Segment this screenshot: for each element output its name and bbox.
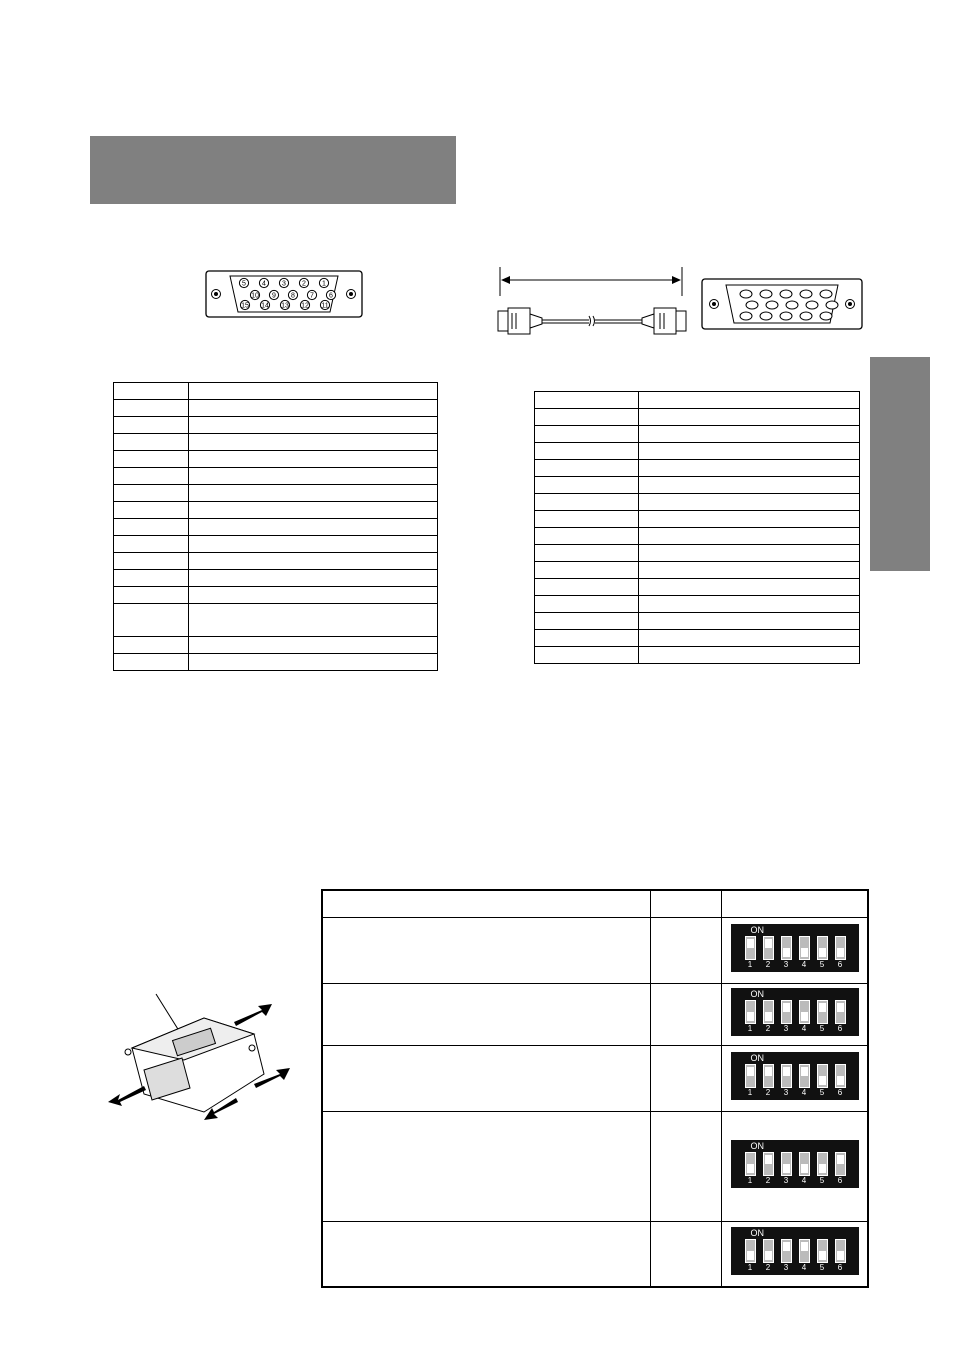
dip-switch-knob bbox=[747, 939, 754, 948]
dip-switch-knob bbox=[819, 948, 826, 957]
connector-socket-hole bbox=[766, 301, 778, 309]
dip-switch-3 bbox=[781, 1064, 792, 1088]
dip-switch-number: 4 bbox=[801, 1023, 807, 1033]
connector-socket-hole bbox=[800, 290, 812, 298]
dip-switch-number: 4 bbox=[801, 1087, 807, 1097]
dip-switch-3 bbox=[781, 936, 792, 960]
table-cell bbox=[722, 1111, 869, 1221]
left-pin-table bbox=[113, 382, 438, 671]
dip-switch-block bbox=[731, 1140, 859, 1188]
table-cell bbox=[639, 477, 860, 494]
dip-switch-number: 2 bbox=[765, 1087, 771, 1097]
dip-switch-number: 2 bbox=[765, 1023, 771, 1033]
table-cell bbox=[639, 443, 860, 460]
table-cell bbox=[535, 596, 639, 613]
connector-socket-hole bbox=[786, 301, 798, 309]
table-cell bbox=[189, 468, 438, 485]
dip-switch-number: 6 bbox=[837, 1023, 843, 1033]
table-cell bbox=[114, 485, 189, 502]
table-cell bbox=[189, 383, 438, 400]
connector-socket-hole bbox=[780, 312, 792, 320]
dip-on-label: ON bbox=[750, 1140, 764, 1151]
table-cell bbox=[189, 570, 438, 587]
dip-switch-knob bbox=[783, 1242, 790, 1251]
connector-pin-number: 2 bbox=[302, 280, 306, 288]
connector-pin-number: 4 bbox=[262, 280, 266, 288]
table-cell bbox=[114, 604, 189, 637]
table-row bbox=[535, 392, 860, 409]
dip-switch-knob bbox=[801, 948, 808, 957]
dip-switch-knob bbox=[837, 1251, 844, 1260]
dip-switch-5 bbox=[817, 1064, 828, 1088]
table-cell bbox=[114, 400, 189, 417]
table-cell bbox=[189, 604, 438, 637]
table-cell bbox=[535, 477, 639, 494]
dip-switch-1 bbox=[745, 1239, 756, 1263]
connector-socket-hole bbox=[820, 290, 832, 298]
connector-pin-number: 7 bbox=[310, 292, 314, 300]
dip-switch-number: 3 bbox=[783, 959, 789, 969]
table-row bbox=[535, 409, 860, 426]
connector-pin-number: 3 bbox=[282, 280, 286, 288]
connector-socket-hole bbox=[760, 290, 772, 298]
dip-switch-knob bbox=[783, 1067, 790, 1076]
table-cell bbox=[535, 562, 639, 579]
dip-switch-number: 1 bbox=[747, 1263, 753, 1273]
connector-pin-number: 14 bbox=[261, 302, 269, 310]
dip-switch-number: 5 bbox=[819, 1175, 825, 1185]
table-row bbox=[114, 553, 438, 570]
table-cell bbox=[114, 536, 189, 553]
dip-switch-number: 6 bbox=[837, 1263, 843, 1273]
table-row bbox=[535, 562, 860, 579]
dip-switch-knob bbox=[765, 1067, 772, 1076]
dip-switch-4 bbox=[799, 936, 810, 960]
dip-switch-number: 6 bbox=[837, 1175, 843, 1185]
table-row bbox=[114, 434, 438, 451]
dip-switch-number: 3 bbox=[783, 1175, 789, 1185]
dip-on-label: ON bbox=[750, 1228, 764, 1239]
table-cell bbox=[114, 654, 189, 671]
connector-pin-number: 9 bbox=[272, 292, 276, 300]
table-cell bbox=[535, 630, 639, 647]
table-cell bbox=[189, 553, 438, 570]
dip-switch-number: 3 bbox=[783, 1023, 789, 1033]
dip-switch-number: 2 bbox=[765, 1175, 771, 1185]
dip-switch-block bbox=[731, 988, 859, 1036]
table-cell bbox=[651, 917, 722, 983]
dip-switch-1 bbox=[745, 1000, 756, 1024]
table-row bbox=[535, 477, 860, 494]
table-cell bbox=[114, 383, 189, 400]
table-cell bbox=[189, 637, 438, 654]
table-cell bbox=[114, 451, 189, 468]
table-row bbox=[535, 579, 860, 596]
table-cell bbox=[639, 460, 860, 477]
dip-switch-1 bbox=[745, 1064, 756, 1088]
table-row bbox=[114, 383, 438, 400]
dip-switch-knob bbox=[837, 1155, 844, 1164]
adapter-illustration bbox=[104, 990, 304, 1130]
dip-switch-knob bbox=[837, 1076, 844, 1085]
table-row bbox=[114, 400, 438, 417]
table-row bbox=[322, 1045, 868, 1111]
dip-switch-knob bbox=[801, 1012, 808, 1021]
connector-socket-hole bbox=[740, 290, 752, 298]
connector-socket-hole bbox=[800, 312, 812, 320]
table-cell bbox=[535, 460, 639, 477]
table-row bbox=[322, 917, 868, 983]
section-header-band bbox=[90, 136, 456, 204]
table-cell bbox=[114, 637, 189, 654]
dip-switch-knob bbox=[801, 1164, 808, 1173]
table-cell bbox=[114, 502, 189, 519]
table-cell bbox=[651, 1221, 722, 1287]
table-cell bbox=[535, 613, 639, 630]
table-cell bbox=[322, 917, 651, 983]
dip-switch-number: 3 bbox=[783, 1087, 789, 1097]
table-cell bbox=[114, 417, 189, 434]
table-cell bbox=[535, 392, 639, 409]
table-cell bbox=[189, 536, 438, 553]
table-cell bbox=[189, 502, 438, 519]
dip-switch-number: 4 bbox=[801, 1175, 807, 1185]
dip-switch-number: 2 bbox=[765, 1263, 771, 1273]
connector-socket-hole bbox=[780, 290, 792, 298]
table-cell bbox=[189, 519, 438, 536]
table-header-cell bbox=[651, 890, 722, 917]
table-cell bbox=[535, 426, 639, 443]
dip-switch-2 bbox=[763, 1152, 774, 1176]
dip-switch-knob bbox=[783, 1003, 790, 1012]
dip-switch-knob bbox=[801, 1067, 808, 1076]
dip-switch-6 bbox=[835, 1239, 846, 1263]
connector-pin-number: 12 bbox=[301, 302, 309, 310]
dip-switch-number: 5 bbox=[819, 1023, 825, 1033]
table-cell bbox=[651, 1045, 722, 1111]
table-row bbox=[114, 587, 438, 604]
table-cell bbox=[535, 647, 639, 664]
dip-switch-2 bbox=[763, 936, 774, 960]
table-cell bbox=[535, 528, 639, 545]
table-row bbox=[114, 604, 438, 637]
dip-switch-6 bbox=[835, 1064, 846, 1088]
dip-switch-knob bbox=[819, 1251, 826, 1260]
connector-pin-number: 11 bbox=[321, 302, 329, 310]
table-row bbox=[535, 545, 860, 562]
dip-switch-2 bbox=[763, 1239, 774, 1263]
dip-switch-5 bbox=[817, 1239, 828, 1263]
connector-pin-number: 15 bbox=[241, 302, 249, 310]
dip-switch-6 bbox=[835, 1152, 846, 1176]
table-row bbox=[535, 596, 860, 613]
dip-switch-knob bbox=[765, 1251, 772, 1260]
connector-socket-hole bbox=[740, 312, 752, 320]
table-cell bbox=[639, 562, 860, 579]
dip-switch-knob bbox=[747, 1251, 754, 1260]
table-row bbox=[535, 613, 860, 630]
dip-switch-number: 5 bbox=[819, 1263, 825, 1273]
table-row bbox=[114, 570, 438, 587]
dip-switch-knob bbox=[819, 1076, 826, 1085]
table-row bbox=[114, 654, 438, 671]
table-cell bbox=[189, 485, 438, 502]
table-cell bbox=[722, 1221, 869, 1287]
table-row bbox=[535, 460, 860, 477]
table-cell bbox=[535, 409, 639, 426]
dip-switch-knob bbox=[783, 1164, 790, 1173]
dip-switch-number: 1 bbox=[747, 1175, 753, 1185]
connector-pin-number: 13 bbox=[281, 302, 289, 310]
table-cell bbox=[651, 983, 722, 1045]
dip-switch-number: 1 bbox=[747, 1023, 753, 1033]
dip-switch-block bbox=[731, 1052, 859, 1100]
dip-switch-number: 5 bbox=[819, 1087, 825, 1097]
connector-socket-hole bbox=[806, 301, 818, 309]
table-row bbox=[322, 983, 868, 1045]
table-cell bbox=[189, 451, 438, 468]
table-cell bbox=[322, 1221, 651, 1287]
table-cell bbox=[639, 630, 860, 647]
table-cell bbox=[639, 579, 860, 596]
dip-switch-knob bbox=[747, 1164, 754, 1173]
table-row bbox=[114, 519, 438, 536]
dip-switch-number: 6 bbox=[837, 959, 843, 969]
connector-pin-number: 8 bbox=[291, 292, 295, 300]
connector-socket-hole bbox=[820, 312, 832, 320]
dip-switch-knob bbox=[801, 1242, 808, 1251]
table-cell bbox=[639, 528, 860, 545]
dip-switch-number: 6 bbox=[837, 1087, 843, 1097]
table-row bbox=[114, 502, 438, 519]
dip-switch-knob bbox=[819, 1164, 826, 1173]
table-row bbox=[114, 451, 438, 468]
dip-switch-1 bbox=[745, 1152, 756, 1176]
table-cell bbox=[722, 983, 869, 1045]
table-cell bbox=[114, 468, 189, 485]
dip-switch-5 bbox=[817, 936, 828, 960]
dip-switch-3 bbox=[781, 1239, 792, 1263]
dip-switch-knob bbox=[837, 1003, 844, 1012]
dip-switch-1 bbox=[745, 936, 756, 960]
table-cell bbox=[114, 519, 189, 536]
table-cell bbox=[651, 1111, 722, 1221]
table-cell bbox=[639, 392, 860, 409]
table-cell bbox=[114, 434, 189, 451]
dip-switch-3 bbox=[781, 1000, 792, 1024]
table-row bbox=[322, 1221, 868, 1287]
table-row bbox=[535, 426, 860, 443]
table-row bbox=[535, 511, 860, 528]
table-row bbox=[535, 528, 860, 545]
table-header-cell bbox=[722, 890, 869, 917]
dip-switch-6 bbox=[835, 936, 846, 960]
table-cell bbox=[322, 1045, 651, 1111]
table-row bbox=[114, 417, 438, 434]
connector-pin-number: 5 bbox=[242, 280, 246, 288]
dip-switch-knob bbox=[783, 948, 790, 957]
table-cell bbox=[535, 443, 639, 460]
table-cell bbox=[535, 511, 639, 528]
table-cell bbox=[639, 511, 860, 528]
table-cell bbox=[535, 579, 639, 596]
dip-switch-number: 5 bbox=[819, 959, 825, 969]
table-row bbox=[114, 485, 438, 502]
table-cell bbox=[189, 654, 438, 671]
table-cell bbox=[114, 587, 189, 604]
dip-switch-number: 4 bbox=[801, 1263, 807, 1273]
chapter-side-tab bbox=[870, 357, 930, 571]
table-cell bbox=[639, 596, 860, 613]
dip-switch-knob bbox=[765, 939, 772, 948]
table-cell bbox=[114, 570, 189, 587]
table-row bbox=[322, 1111, 868, 1221]
dip-switch-number: 1 bbox=[747, 959, 753, 969]
dip-switch-knob bbox=[765, 1155, 772, 1164]
table-row bbox=[535, 630, 860, 647]
connector-socket-hole bbox=[826, 301, 838, 309]
table-row bbox=[114, 536, 438, 553]
table-row bbox=[114, 637, 438, 654]
connector-pin-number: 10 bbox=[251, 292, 259, 300]
dip-switch-knob bbox=[747, 1012, 754, 1021]
table-cell bbox=[322, 983, 651, 1045]
table-header-row bbox=[322, 890, 868, 917]
dip-switch-knob bbox=[837, 948, 844, 957]
table-row bbox=[535, 443, 860, 460]
table-row bbox=[114, 468, 438, 485]
table-cell bbox=[639, 613, 860, 630]
dip-switch-4 bbox=[799, 1064, 810, 1088]
table-cell bbox=[722, 1045, 869, 1111]
table-cell bbox=[535, 494, 639, 511]
table-cell bbox=[189, 434, 438, 451]
table-header-cell bbox=[322, 890, 651, 917]
dip-switch-block bbox=[731, 924, 859, 972]
dip-switch-2 bbox=[763, 1064, 774, 1088]
connector-pin-number: 6 bbox=[329, 292, 333, 300]
dip-switch-6 bbox=[835, 1000, 846, 1024]
dip-switch-4 bbox=[799, 1000, 810, 1024]
right-pin-table bbox=[534, 391, 860, 664]
dip-on-label: ON bbox=[750, 988, 764, 999]
dip-switch-number: 3 bbox=[783, 1263, 789, 1273]
dip-on-label: ON bbox=[750, 924, 764, 935]
dip-switch-2 bbox=[763, 1000, 774, 1024]
vga-cable-diagram bbox=[494, 264, 690, 344]
connector-socket-hole bbox=[746, 301, 758, 309]
table-cell bbox=[189, 417, 438, 434]
dsub-15-pin-connector-diagram bbox=[200, 268, 366, 320]
dip-switch-4 bbox=[799, 1239, 810, 1263]
dip-switch-5 bbox=[817, 1152, 828, 1176]
dip-switch-3 bbox=[781, 1152, 792, 1176]
dsub-female-connector-diagram bbox=[700, 276, 866, 332]
dip-switch-number: 1 bbox=[747, 1087, 753, 1097]
table-cell bbox=[322, 1111, 651, 1221]
table-cell bbox=[639, 494, 860, 511]
dip-switch-knob bbox=[747, 1067, 754, 1076]
table-cell bbox=[189, 400, 438, 417]
table-cell bbox=[639, 409, 860, 426]
table-cell bbox=[639, 647, 860, 664]
dip-switch-settings-table bbox=[321, 889, 869, 1288]
table-cell bbox=[189, 587, 438, 604]
table-row bbox=[535, 647, 860, 664]
table-cell bbox=[722, 917, 869, 983]
dip-switch-number: 4 bbox=[801, 959, 807, 969]
dip-switch-4 bbox=[799, 1152, 810, 1176]
dip-switch-5 bbox=[817, 1000, 828, 1024]
table-cell bbox=[114, 553, 189, 570]
table-cell bbox=[639, 426, 860, 443]
table-row bbox=[535, 494, 860, 511]
connector-socket-hole bbox=[760, 312, 772, 320]
dip-switch-knob bbox=[765, 1012, 772, 1021]
dip-switch-knob bbox=[819, 1003, 826, 1012]
dip-switch-block bbox=[731, 1227, 859, 1275]
dip-switch-number: 2 bbox=[765, 959, 771, 969]
dip-on-label: ON bbox=[750, 1052, 764, 1063]
table-cell bbox=[639, 545, 860, 562]
connector-pin-number: 1 bbox=[322, 280, 326, 288]
table-cell bbox=[535, 545, 639, 562]
